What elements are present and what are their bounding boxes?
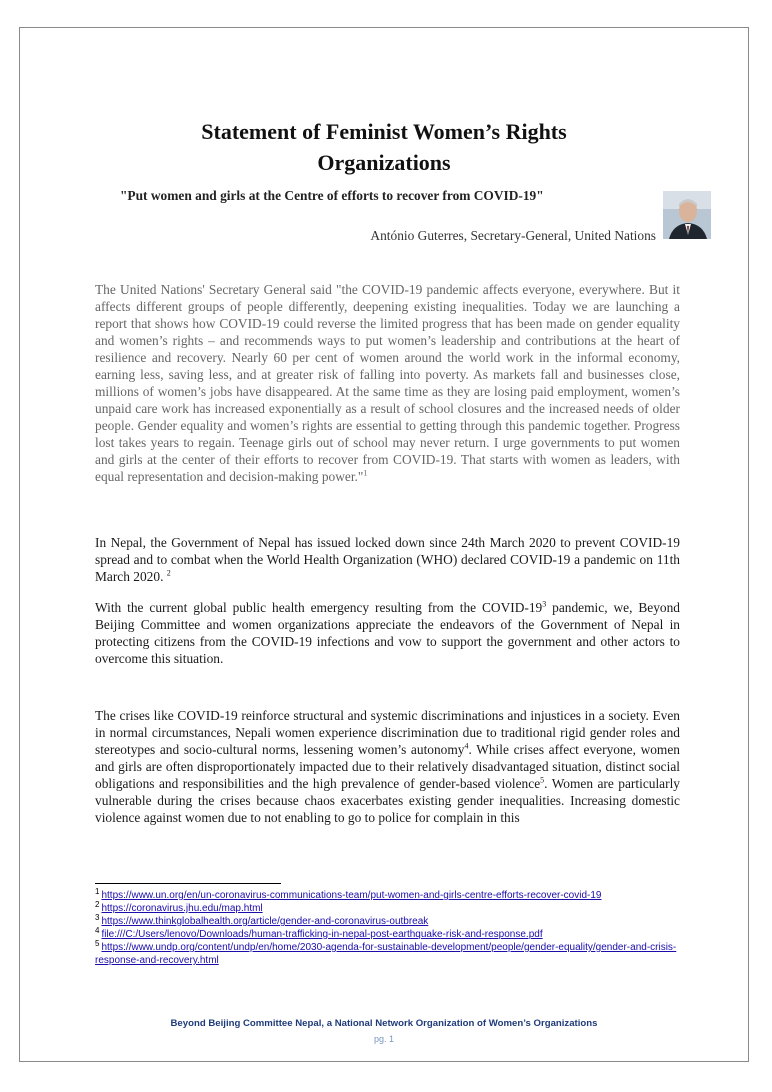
footnote-link-2[interactable]: https://coronavirus.jhu.edu/map.html <box>101 903 263 914</box>
footnote-ref-4: 4 <box>464 741 469 751</box>
footnote-link-5[interactable]: https://www.undp.org/content/undp/en/home/2030-agenda-for-sustainable-development/people/gender-equality/gender-and-crisis-response-and-recovery.html <box>95 942 677 966</box>
footnote-2: $^2$ https://coronavirus.jhu.edu/map.html <box>95 899 263 914</box>
title-line-2: Organizations <box>317 150 451 175</box>
footnote-4: $^4$ file:///C:/Users/lenovo/Downloads/human-trafficking-in-nepal-post-earthquake-risk-and-response.pdf <box>95 925 543 940</box>
document-page <box>19 27 749 1062</box>
crises-paragraph: The crises like COVID-19 reinforce structural and systemic discriminations and injustices in a society. Even in normal circumstances, Nepali women experience discrimination due to traditional rigid gender roles and stereotypes and socio-cultural norms, lessening women’s autonomy$^4$. While crises affect everyone, women and girls are often disproportionately impacted due to their relatively disadvantaged situation, distinct social obligations and responsibilities and the high prevalence of gender-based violence$^5$. Women are particularly vulnerable during the crises because chaos exacerbates existing gender inequalities. Increasing domestic violence against women due to not enabling to go to police for complain in this <box>95 708 680 825</box>
footnote-ref-3: 3 <box>542 599 547 609</box>
footnote-1: $^1$ https://www.un.org/en/un-coronavirus-communications-team/put-women-and-girls-centre-efforts-recover-covid-19 <box>95 886 602 901</box>
footnote-link-1[interactable]: https://www.un.org/en/un-coronavirus-communications-team/put-women-and-girls-centre-efforts-recover-covid-19 <box>101 890 602 901</box>
portrait-photo <box>663 191 711 239</box>
footnote-ref-2: 2 <box>166 568 171 578</box>
footnote-ref-5: 5 <box>540 775 545 785</box>
footnote-ref-1: 1 <box>363 468 368 478</box>
footnotes <box>95 886 695 967</box>
page-number: pg. 1 <box>373 1034 395 1044</box>
footnote-link-3[interactable]: https://www.thinkglobalhealth.org/article/gender-and-coronavirus-outbreak <box>101 916 429 927</box>
footnote-separator <box>95 883 281 884</box>
headline-quote: "Put women and girls at the Centre of efforts to recover from COVID-19" <box>120 188 544 203</box>
nepal-lockdown-paragraph: In Nepal, the Government of Nepal has issued locked down since 24th March 2020 to prevent COVID-19 spread and to combat when the World Health Organization (WHO) declared COVID-19 a pandemic on 11th March 2020. $^2$ <box>95 535 680 584</box>
footnote-link-4[interactable]: file:///C:/Users/lenovo/Downloads/human-trafficking-in-nepal-post-earthquake-risk-and-response.pdf <box>101 929 543 940</box>
un-statement-paragraph: The United Nations' Secretary General said "the COVID-19 pandemic affects everyone, everywhere. But it affects different groups of people differently, deepening existing inequalities. Today we are launching a report that shows how COVID-19 could reverse the limited progress that has been made on gender equality and women’s rights – and recommends ways to put women’s leadership and contributions at the heart of resilience and recovery. Nearly 60 per cent of women around the world work in the informal economy, earning less, saving less, and at greater risk of falling into poverty. As markets fall and businesses close, millions of women’s jobs have disappeared. At the same time as they are losing paid employment, women’s unpaid care work has increased exponentially as a result of school closures and the increased needs of older people. Gender equality and women’s rights are essential to getting through this pandemic together. Progress lost takes years to regain. Teenage girls out of school may never return. I urge governments to put women and girls at the center of their efforts to recover from COVID-19. That starts with women as leaders, with equal representation and decision-making power."$^1$ <box>95 282 680 484</box>
footnote-5: $^5$ https://www.undp.org/content/undp/en/home/2030-agenda-for-sustainable-development/people/gender-equality/gender-and-crisis-response-and-recovery.html <box>95 938 677 966</box>
footnote-3: $^3$ https://www.thinkglobalhealth.org/article/gender-and-coronavirus-outbreak <box>95 912 429 927</box>
title-line-1: Statement of Feminist Women’s Rights <box>201 119 567 144</box>
document-title <box>20 116 748 178</box>
quote-attribution: António Guterres, Secretary-General, United Nations <box>370 228 656 243</box>
emergency-paragraph: With the current global public health emergency resulting from the COVID-$19^3$ pandemic, we, Beyond Beijing Committee and women organizations appreciate the endeavors of the Government of Nepal in protecting citizens from the COVID-19 infections and vow to support the government and other actors to overcome this situation. <box>95 599 680 666</box>
page-footer: Beyond Beijing Committee Nepal, a National Network Organization of Women’s Organizations <box>170 1018 598 1029</box>
